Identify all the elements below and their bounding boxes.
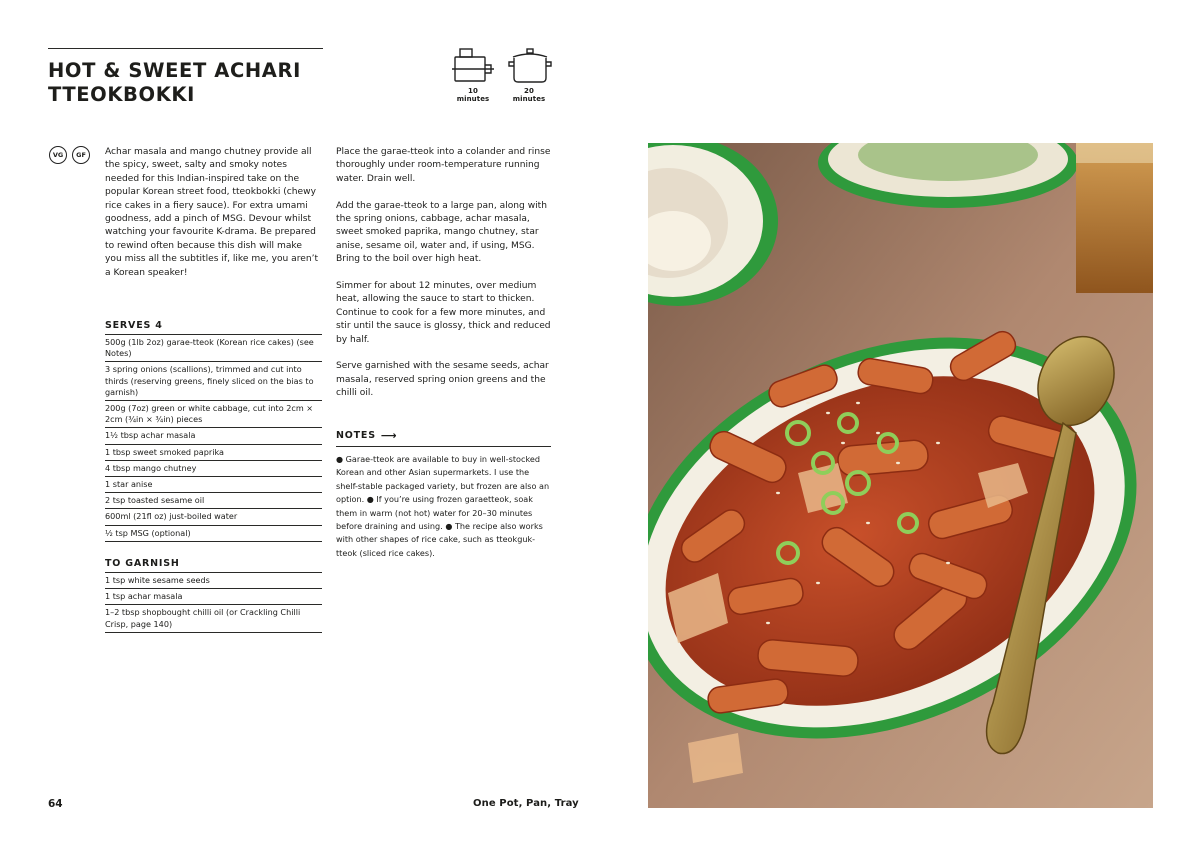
ingredient-item: 500g (1lb 2oz) garae-tteok (Korean rice cakes) (see Notes) — [105, 335, 322, 362]
method-step: Place the garae-tteok into a colander and rinse thoroughly under room-temperature running water. Drain well. — [336, 147, 551, 184]
running-footer: One Pot, Pan, Tray — [473, 798, 579, 809]
dish-photo — [648, 143, 1153, 808]
ingredient-item: 1 star anise — [105, 477, 322, 493]
ingredient-item: 600ml (21fl oz) just-boiled water — [105, 509, 322, 525]
ingredients-section — [105, 320, 322, 542]
ingredient-item: 2 tsp toasted sesame oil — [105, 493, 322, 509]
pot-icon — [507, 47, 553, 85]
title-line-1: HOT & SWEET ACHARI — [48, 59, 301, 82]
garnish-item: 1–2 tbsp shopbought chilli oil (or Crackling Chilli Crisp, page 140) — [105, 605, 322, 632]
title-rule — [48, 48, 323, 49]
ingredient-item: ½ tsp MSG (optional) — [105, 526, 322, 542]
ingredient-item: 4 tbsp mango chutney — [105, 461, 322, 477]
ingredient-list — [105, 335, 322, 542]
notes-text: ● Garae-tteok are available to buy in well-stocked Korean and other Asian supermarkets. I use the shelf-stable packaged variety, but frozen are also an option. ● If you’re using frozen garaetteok, soak them in warm (not hot) water for 20–30 minutes before draining and using. ● The recipe also works with other shapes of rice cake, such as tteokguk-tteok (sliced rice cakes). — [336, 454, 550, 558]
garnish-section — [105, 558, 322, 633]
tteokbokki-illustration — [648, 143, 1153, 808]
method-step: Simmer for about 12 minutes, over medium heat, allowing the sauce to start to thicken. Continue to cook for a few more minutes, and stir until the sauce is glossy, thick and reduced by half. — [336, 281, 551, 345]
method-step: Add the garae-tteok to a large pan, along with the spring onions, cabbage, achar masala, sweet smoked paprika, mango chutney, star anise, sesame oil, water and, if using, MSG. Bring to the boil over high heat. — [336, 200, 547, 265]
garnish-item: 1 tsp white sesame seeds — [105, 573, 322, 589]
ingredient-item: 3 spring onions (scallions), trimmed and cut into thirds (reserving greens, finely sliced on the bias to garnish) — [105, 362, 322, 401]
method-step: Serve garnished with the sesame seeds, achar masala, reserved spring onion greens and the chilli oil. — [336, 361, 549, 399]
notes-heading — [336, 430, 551, 441]
prep-board-icon — [451, 47, 495, 85]
cook-time — [507, 47, 551, 103]
notes-section — [336, 430, 551, 560]
page-number: 64 — [48, 798, 63, 810]
garnish-item: 1 tsp achar masala — [105, 589, 322, 605]
recipe-title — [48, 59, 338, 107]
prep-time — [451, 47, 495, 103]
ingredient-item: 1 tbsp sweet smoked paprika — [105, 445, 322, 461]
gluten-free-badge: GF — [72, 146, 90, 164]
recipe-intro: Achar masala and mango chutney provide all the spicy, sweet, salty and smoky notes needed for this Indian-inspired take on the popular Korean street food, tteokbokki (chewy rice cakes in a fiery sauce). For extra umami goodness, add a pinch of MSG. Devour whilst watching your favourite K-drama. Be prepared to rewind often because this dish will make you miss all the subtitles if, like me, you aren’t a Korean speaker! — [105, 147, 319, 278]
garnish-list — [105, 573, 322, 633]
notes-rule — [336, 446, 551, 447]
arrow-right-icon: ⟶ — [380, 428, 398, 442]
title-line-2: TTEOKBOKKI — [48, 83, 195, 106]
vegan-badge: VG — [49, 146, 67, 164]
method-section — [336, 146, 551, 414]
notes-label: NOTES — [336, 430, 376, 441]
ingredient-item: 200g (7oz) green or white cabbage, cut into 2cm × 2cm (¾in × ¾in) pieces — [105, 401, 322, 428]
garnish-heading: TO GARNISH — [105, 558, 322, 573]
prep-time-label: 10 minutes — [456, 87, 490, 103]
serves-heading: SERVES 4 — [105, 320, 322, 335]
ingredient-item: 1½ tbsp achar masala — [105, 428, 322, 444]
cook-time-label: 20 minutes — [512, 87, 546, 103]
